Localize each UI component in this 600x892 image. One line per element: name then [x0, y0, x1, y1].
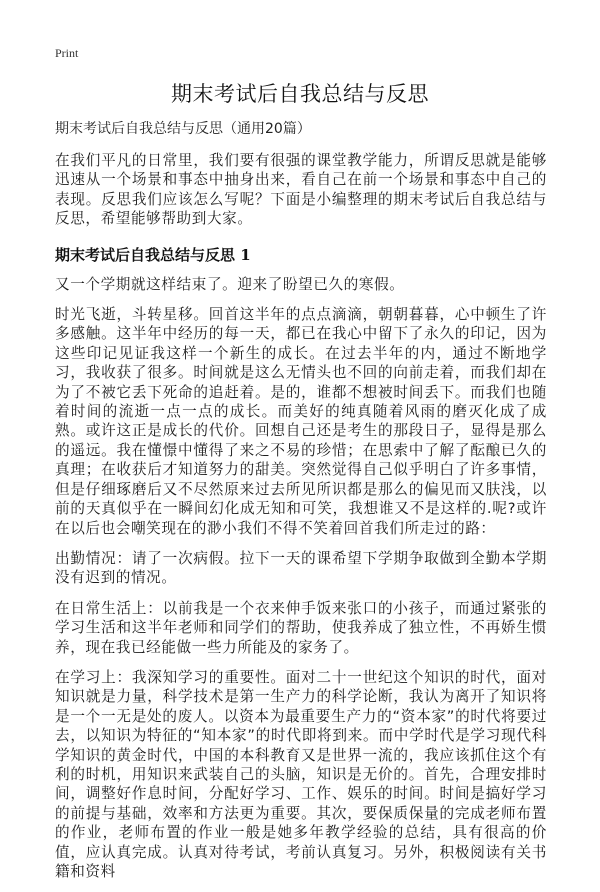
section-heading: 期末考试后自我总结与反思 1	[55, 245, 251, 264]
paragraph: 时光飞逝，斗转星移。回首这半年的点点滴滴，朝朝暮暮，心中顿生了许多感触。这半年中经历的每一天，都已在我心中留下了永久的印记，因为这些印记见证我这样一个新生的成长。在过去半年的内，通过不断地学习，我收获了很多。时间就是这么无情头也不回的向前走着，而我们却在为了不被它丢下死命的追赶着。是的，谁都不想被时间丢下。而我们也随着时间的流逝一点一点的成长。而美好的纯真随着风雨的磨灭化成了成熟。或许这正是成长的代价。回想自己还是考生的那段日子，显得是那么的遥远。我在懂憬中懂得了来之不易的珍惜；在思索中了解了酝酿已久的真理；在收获后才知道努力的甜美。突然觉得自己似乎明白了许多事情，但是仔细琢磨后又不尽然原来过去所见所识都是那么的偏见而又肤浅，以前的天真似乎在一瞬间幻化成无知和可笑，我想谁又不是这样的.呢?或许在以后也会嘲笑现在的渺小我们不得不笑着回首我们所走过的路：	[55, 306, 547, 537]
intro-paragraph: 在我们平凡的日常里，我们要有很强的课堂教学能力，所谓反思就是能够迅速从一个场景和事态中抽身出来，看自己在前一个场景和事态中自己的表现。反思我们应该怎么写呢？下面是小编整理的期末考试后自我总结与反思，希望能够帮助到大家。	[55, 152, 547, 228]
paragraph: 出勤情况：请了一次病假。拉下一天的课希望下学期争取做到全勤本学期没有迟到的情况。	[55, 549, 547, 587]
page-title: 期末考试后自我总结与反思	[171, 82, 429, 106]
document-subtitle: 期末考试后自我总结与反思（通用20篇）	[55, 121, 311, 137]
paragraph: 又一个学期就这样结束了。迎来了盼望已久的寒假。	[55, 275, 405, 293]
print-label[interactable]: Print	[55, 46, 79, 60]
paragraph: 在日常生活上：以前我是一个衣来伸手饭来张口的小孩子，而通过紧张的学习生活和这半年老师和同学们的帮助，使我养成了独立性，不再娇生惯养，现在我已经能做一些力所能及的家务了。	[55, 599, 547, 656]
document-body	[55, 119, 547, 892]
paragraph: 在学习上：我深知学习的重要性。面对二十一世纪这个知识的时代，面对知识就是力量，科学技术是第一生产力的科学论断，我认为离开了知识将是一个一无是处的废人。以资本为最重要生产力的“资本家”的时代将要过去，以知识为特征的“知本家”的时代即将到来。而中学时代是学习现代科学知识的黄金时代，中国的本科教育又是世界一流的，我应该抓住这个有利的时机，用知识来武装自己的头脑，知识是无价的。首先，合理安排时间，调整好作息时间，分配好学习、工作、娱乐的时间。时间是搞好学习的前提与基础，效率和方法更为重要。其次，要保质保量的完成老师布置的作业，老师布置的作业一般是她多年教学经验的总结，具有很高的价值，应认真完成。认真对待考试，考前认真复习。另外，积极阅读有关书籍和资料	[55, 668, 547, 880]
